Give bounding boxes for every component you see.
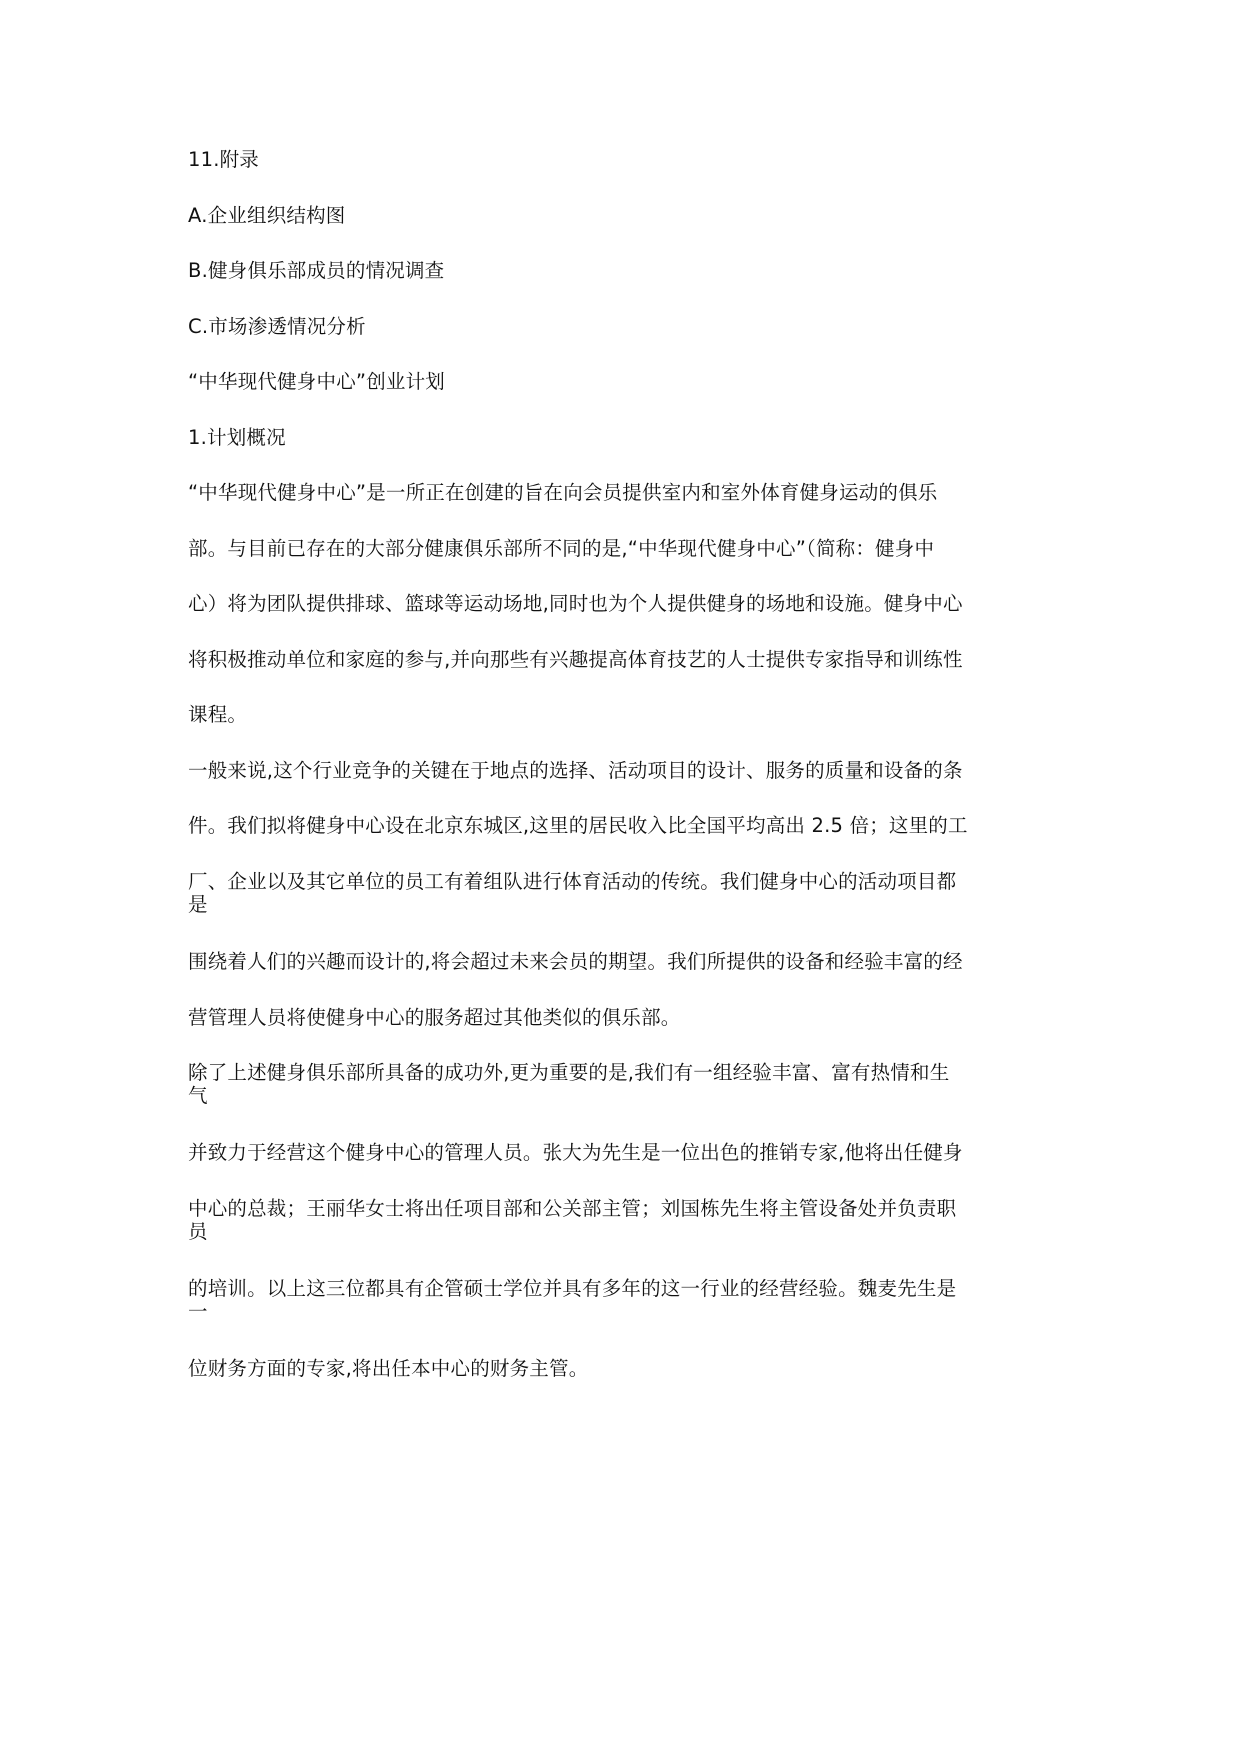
body-text-line: 一 [188,1300,208,1323]
body-text-line: 员 [188,1220,208,1243]
body-text-line: 将积极推动单位和家庭的参与,并向那些有兴趣提高体育技艺的人士提供专家指导和训练性 [188,648,963,671]
plan-title: “中华现代健身中心”创业计划 [188,370,446,393]
body-text-line: 气 [188,1084,208,1107]
body-text-line: 心）将为团队提供排球、篮球等运动场地,同时也为个人提供健身的场地和设施。健身中心 [188,592,963,615]
body-text-line: 并致力于经营这个健身中心的管理人员。张大为先生是一位出色的推销专家,他将出任健身 [188,1141,963,1164]
appendix-item-a: A.企业组织结构图 [188,204,346,227]
appendix-heading: 11.附录 [188,148,260,171]
appendix-item-c: C.市场渗透情况分析 [188,315,366,338]
section-heading: 1.计划概况 [188,426,286,449]
body-text-line: 中心的总裁；王丽华女士将出任项目部和公关部主管；刘国栋先生将主管设备处并负责职 [188,1197,957,1220]
body-text-line: 件。我们拟将健身中心设在北京东城区,这里的居民收入比全国平均高出 2.5 倍；这里的工 [188,814,968,837]
body-text-line: 营管理人员将使健身中心的服务超过其他类似的俱乐部。 [188,1006,681,1029]
body-text-line: 厂、企业以及其它单位的员工有着组队进行体育活动的传统。我们健身中心的活动项目都 [188,870,957,893]
body-text-line: 是 [188,893,208,916]
appendix-item-b: B.健身俱乐部成员的情况调查 [188,259,445,282]
body-text-line: 除了上述健身俱乐部所具备的成功外,更为重要的是,我们有一组经验丰富、富有热情和生 [188,1061,950,1084]
body-text-line: 围绕着人们的兴趣而设计的,将会超过未来会员的期望。我们所提供的设备和经验丰富的经 [188,950,963,973]
body-text-line: “中华现代健身中心”是一所正在创建的旨在向会员提供室内和室外体育健身运动的俱乐 [188,481,938,504]
body-text-line: 一般来说,这个行业竞争的关键在于地点的选择、活动项目的设计、服务的质量和设备的条 [188,759,963,782]
body-text-line: 课程。 [188,703,248,726]
body-text-line: 部。与目前已存在的大部分健康俱乐部所不同的是,“中华现代健身中心”（简称：健身中 [188,537,935,560]
body-text-line: 位财务方面的专家,将出任本中心的财务主管。 [188,1357,589,1380]
body-text-line: 的培训。以上这三位都具有企管硕士学位并具有多年的这一行业的经营经验。魏麦先生是 [188,1277,957,1300]
